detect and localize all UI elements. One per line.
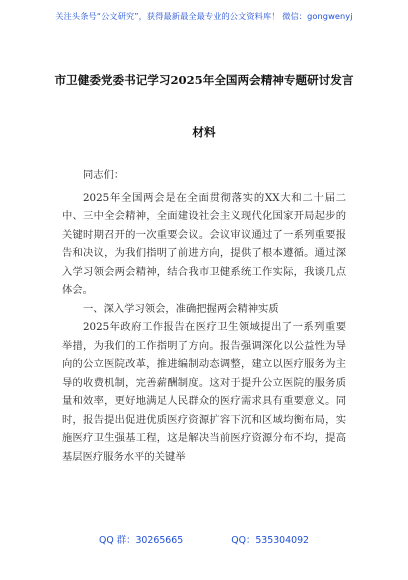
paragraph-section-1: 2025年政府工作报告在医疗卫生领域提出了一系列重要举措，为我们的工作指明了方向。报告强调深化以公益性为导向的公立医院改革，推进编制动态调整，建立以医疗服务为主导的收费机制，完善薪酬制度。这对于提升公立医院的服务质量和效率，更好地满足人民群众的医疗需求具有重要意义。同时，报告提出促进优质医疗资源扩容下沉和区域均衡布局，实施医疗卫生强基工程，这是解决当前医疗资源分布不均，提高基层医疗服务水平的关键举 — [62, 321, 346, 463]
top-banner — [0, 0, 408, 32]
section-heading-1: 一、深入学习领会，准确把握两会精神实质 — [83, 302, 279, 315]
banner-text: 关注头条号“公文研究”，获得最新最全最专业的公文资料库！ 微信：gongwenyj — [55, 10, 353, 21]
paragraph-intro: 2025年全国两会是在全面贯彻落实的XX大和二十届二中、三中全会精神，全面建设社会主义现代化国家开局起步的关键时期召开的一次重要会议。会议审议通过了一系列重要报告和决议，为我们指明了前进方向，提供了根本遵循。通过深入学习领会两会精神，结合我市卫健系统工作实际，我谈几点体会。 — [62, 191, 346, 296]
document-title-line-2: 材料 — [192, 125, 216, 139]
document-title-line-1: 市卫健委党委书记学习2025年全国两会精神专题研讨发言 — [54, 73, 354, 87]
page-footer — [0, 532, 408, 552]
salutation: 同志们： — [83, 169, 125, 181]
document-body — [62, 166, 346, 466]
footer-qq-group: QQ 群：30265665 — [98, 535, 184, 546]
footer-qq: QQ：535304092 — [231, 535, 310, 546]
